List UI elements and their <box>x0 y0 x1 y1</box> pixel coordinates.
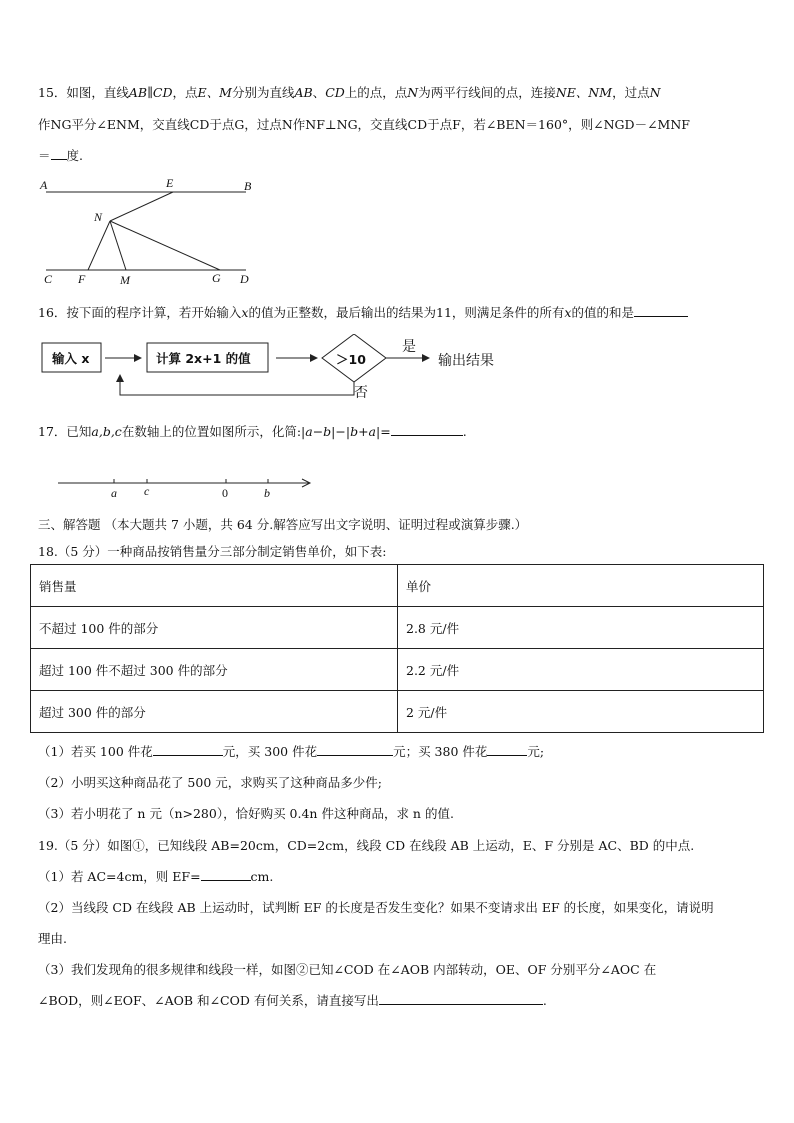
q16-answer-blank[interactable] <box>634 304 688 317</box>
q15-figure <box>38 174 260 288</box>
q15-line1: 15．如图，直线AB∥CD，点E、M分别为直线AB、CD上的点，点N为两平行线间的点，连接NE、NM，过点N <box>38 85 661 100</box>
q15-answer-blank[interactable] <box>51 147 67 160</box>
q19-part3-line1: （3）我们发现角的很多规律和线段一样，如图②已知∠COD 在∠AOB 内部转动，OE、OF 分别平分∠AOC 在 <box>38 962 657 977</box>
price-table <box>30 564 764 733</box>
condition-label: ＞10 <box>336 352 366 367</box>
label-a: a <box>111 486 117 500</box>
q18-blank-1[interactable] <box>153 743 223 756</box>
q19-part2-line1: （2）当线段 CD 在线段 AB 上运动时，试判断 EF 的长度是否发生变化？如果不变请求出 EF 的长度，如果变化，请说明 <box>38 900 714 915</box>
table-cell: 2.8 元/件 <box>398 607 764 649</box>
table-row <box>31 607 764 649</box>
q15-line2: 作NG平分∠ENM，交直线CD于点G，过点N作NF⊥NG，交直线CD于点F，若∠BEN＝160°，则∠NGD－∠MNF <box>38 117 690 132</box>
q18-part1: （1）若买 100 件花 元，买 300 件花 元；买 380 件花 元; <box>38 744 545 759</box>
q19-blank-1[interactable] <box>201 868 251 881</box>
label-m: M <box>120 273 130 287</box>
table-cell: 超过 300 件的部分 <box>31 691 398 733</box>
label-a: A <box>40 178 48 192</box>
label-e: E <box>166 176 174 190</box>
yes-label: 是 <box>402 339 416 355</box>
q18-part2: （2）小明买这种商品花了 500 元，求购买了这种商品多少件; <box>38 775 382 790</box>
label-d: D <box>240 272 249 286</box>
q18-blank-2[interactable] <box>317 743 393 756</box>
q19-title: 19.（5 分）如图①，已知线段 AB=20cm，CD=2cm，线段 CD 在线段 AB 上运动，E、F 分别是 AC、BD 的中点. <box>38 838 695 853</box>
table-cell: 不超过 100 件的部分 <box>31 607 398 649</box>
q18-blank-3[interactable] <box>487 743 527 756</box>
q16-text: 16．按下面的程序计算，若开始输入x的值为正整数，最后输出的结果为11，则满足条件的所有x的值的和是 <box>38 303 688 321</box>
q17-number-line <box>58 474 320 502</box>
arrowhead-1 <box>134 354 142 362</box>
label-b: B <box>244 179 252 193</box>
output-label: 输出结果 <box>438 353 494 369</box>
label-c: C <box>44 272 53 286</box>
table-cell: 超过 100 件不超过 300 件的部分 <box>31 649 398 691</box>
q19-part3-line2: ∠BOD，则∠EOF、∠AOB 和∠COD 有何关系，请直接写出 . <box>38 993 547 1008</box>
header-cell: 单价 <box>398 565 764 607</box>
label-zero: 0 <box>222 486 228 500</box>
arrowhead-4 <box>116 374 124 382</box>
calc-box-label: 计算 2x+1 的值 <box>156 351 251 366</box>
table-row <box>31 649 764 691</box>
segment-nf <box>88 221 110 270</box>
segment-ne <box>110 192 173 221</box>
segment-nm <box>110 221 126 270</box>
no-label: 否 <box>354 385 368 401</box>
q19-blank-2[interactable] <box>379 992 543 1005</box>
q17-answer-blank[interactable] <box>391 423 463 436</box>
q18-title: 18.（5 分）一种商品按销售量分三部分制定销售单价，如下表: <box>38 544 387 559</box>
q19-part1: （1）若 AC=4cm，则 EF= cm. <box>38 869 274 884</box>
segment-ng <box>110 221 220 270</box>
label-f: F <box>78 272 86 286</box>
q19-part2-line2: 理由. <box>38 931 67 946</box>
label-n: N <box>94 210 103 224</box>
input-box-label: 输入 x <box>52 351 90 366</box>
section-heading: 三、解答题 （本大题共 7 小题，共 64 分.解答应写出文字说明、证明过程或演算步骤.） <box>38 517 528 532</box>
q16-flowchart <box>40 334 520 401</box>
arrow-loop-back <box>120 378 354 395</box>
table-cell: 2.2 元/件 <box>398 649 764 691</box>
table-row <box>31 691 764 733</box>
q15-line3: ＝ 度. <box>38 148 83 163</box>
header-cell: 销售量 <box>31 565 398 607</box>
label-b: b <box>264 486 270 500</box>
table-header-row <box>31 565 764 607</box>
label-g: G <box>212 271 221 285</box>
table-cell: 2 元/件 <box>398 691 764 733</box>
q18-part3: （3）若小明花了 n 元（n>280），恰好购买 0.4n 件这种商品，求 n 的值. <box>38 806 454 821</box>
q17-text: 17．已知a,b,c在数轴上的位置如图所示，化简:|a−b|−|b+a|= . <box>38 424 467 439</box>
arrowhead-3 <box>422 354 430 362</box>
label-c: c <box>144 484 150 498</box>
arrowhead-2 <box>310 354 318 362</box>
